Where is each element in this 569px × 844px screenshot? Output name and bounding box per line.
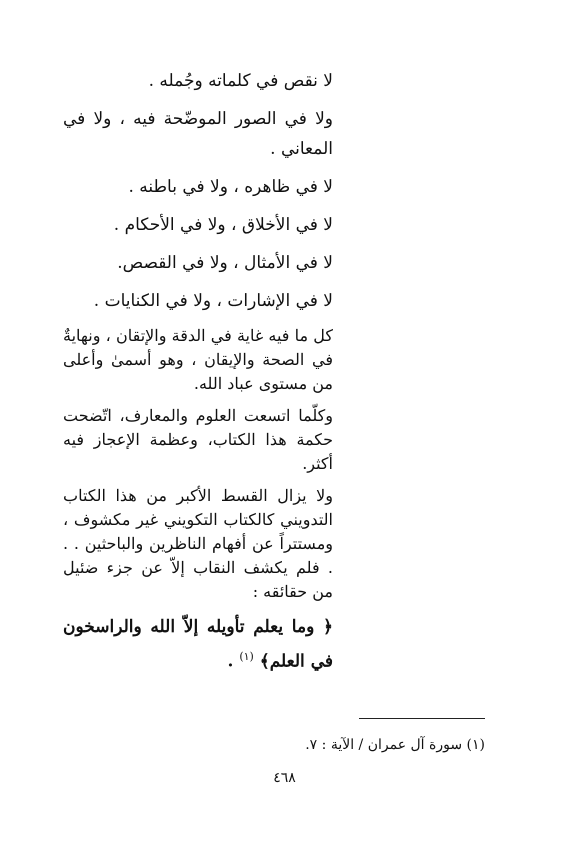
footnote-divider xyxy=(359,718,485,719)
paragraph-3: لا في ظاهره ، ولا في باطنه . xyxy=(128,177,333,197)
quote-tail: . xyxy=(227,651,240,672)
quote-open-bracket: ﴿ xyxy=(323,617,333,637)
body-text xyxy=(63,66,333,685)
quote-text: وما يعلم تأويله إلاّ الله والراسخون في العلم xyxy=(63,617,333,672)
paragraph-4: لا في الأخلاق ، ولا في الأحكام . xyxy=(113,215,333,235)
footnote-reference: (١) xyxy=(239,650,254,663)
paragraph-1: لا نقص في كلماته وجُمله . xyxy=(148,71,333,91)
footnote: (١) سورة آل عمران / الآية : ٧. xyxy=(305,737,485,753)
paragraph-6: لا في الإشارات ، ولا في الكنايات . xyxy=(93,291,333,311)
page-number: ٤٦٨ xyxy=(273,770,296,786)
quran-quote xyxy=(63,612,333,677)
paragraph-9: ولا يزال القسط الأكبر من هذا الكتاب التدويني كالكتاب التكويني غير مكشوف ، ومستتراً عن أفهام الناظرين والباحثين . . . فلم يكشف النقاب إلاّ عن جزء ضئيل من حقائقه : xyxy=(63,486,333,601)
paragraph-2: ولا في الصور الموضّحة فيه ، ولا في المعاني . xyxy=(63,109,333,159)
paragraph-5: لا في الأمثال ، ولا في القصص. xyxy=(117,253,333,273)
paragraph-8: وكلّما اتسعت العلوم والمعارف، اتّضحت حكمة هذا الكتاب، وعظمة الإعجاز فيه أكثر. xyxy=(63,406,333,473)
quote-close-bracket: ﴾ xyxy=(259,651,270,672)
paragraph-7: كل ما فيه غاية في الدقة والإتقان ، ونهايةٌ في الصحة والإيقان ، وهو أسمىٰ وأعلى من مستوى عباد الله. xyxy=(63,326,333,393)
